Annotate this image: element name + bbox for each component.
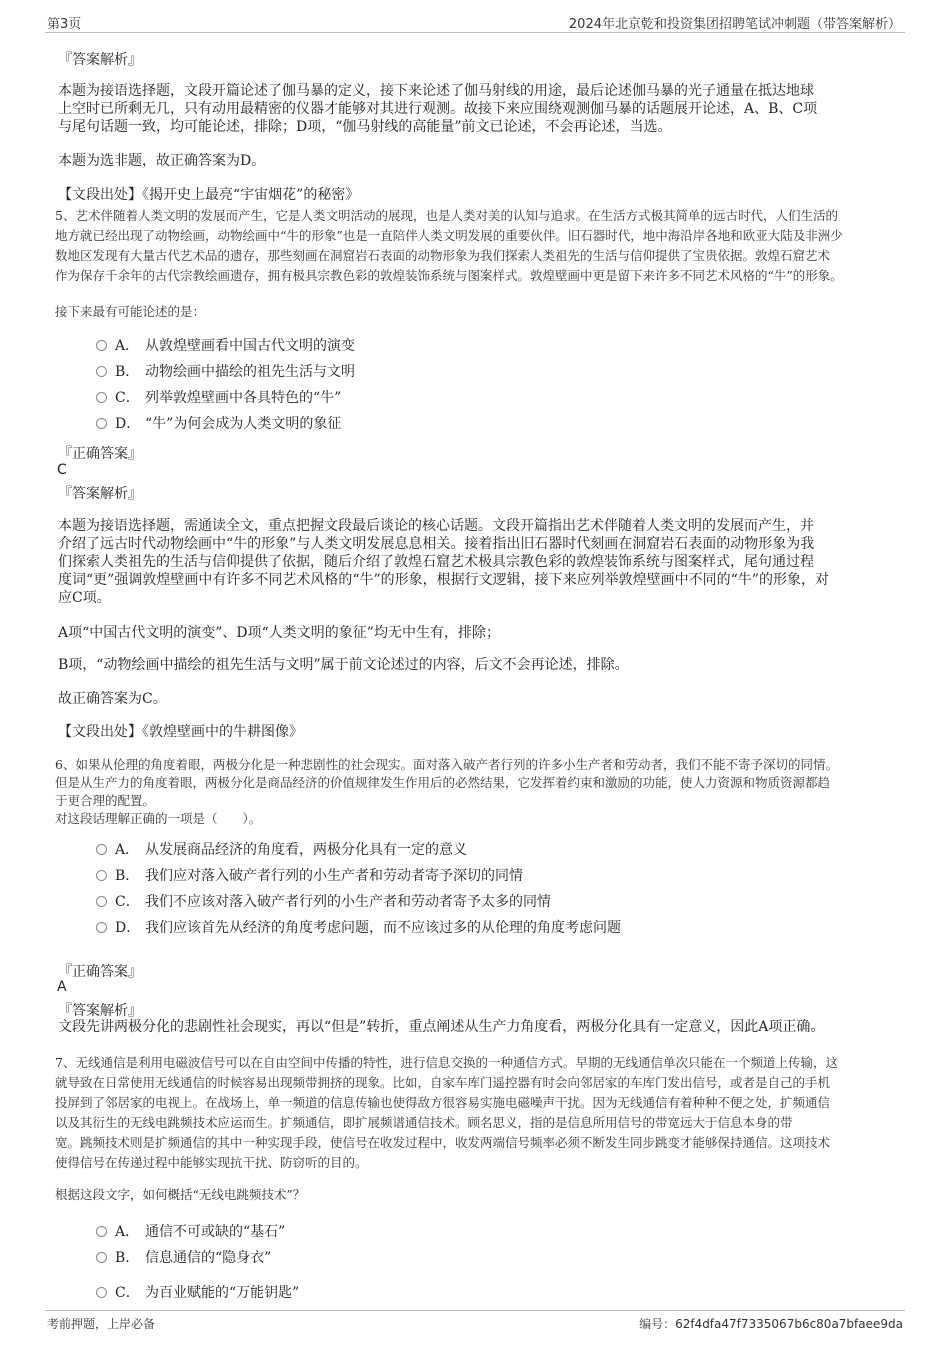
radio-icon[interactable] (96, 366, 107, 377)
q5-conclusion: 故正确答案为C。 (58, 691, 167, 707)
radio-icon[interactable] (96, 870, 107, 881)
q5-question: 接下来最有可能论述的是： (55, 304, 206, 319)
q4-analysis-label: 『答案解析』 (58, 52, 142, 68)
q6-option-c[interactable]: C． 我们不应该对落入破产者行列的小生产者和劳动者寄予太多的同情 (96, 892, 551, 912)
q5-option-d[interactable]: D． “牛”为何会成为人类文明的象征 (96, 414, 341, 434)
q5-stem (55, 206, 905, 286)
q6-answer-label: 『正确答案』 (58, 964, 142, 980)
q7-option-a[interactable]: A． 通信不可或缺的“基石” (96, 1222, 285, 1242)
q5-note-b: B项，“动物绘画中描绘的祖先生活与文明”属于前文论述过的内容，后文不会再论述，排除。 (58, 657, 629, 673)
q6-option-a[interactable]: A． 从发展商品经济的角度看，两极分化具有一定的意义 (96, 840, 467, 860)
radio-icon[interactable] (96, 1252, 107, 1263)
q7-stem-line: 7、无线通信是利用电磁波信号可以在自由空间中传播的特性，进行信息交换的一种通信方式。早期的无线通信单次只能在一个频道上传输，这 (55, 1055, 838, 1070)
q4-source: 【文段出处】《揭开史上最亮“宇宙烟花”的秘密》 (58, 187, 360, 203)
q6-stem-line: 对这段话理解正确的一项是（ ）。 (55, 811, 262, 826)
radio-icon[interactable] (96, 896, 107, 907)
document-code: 编号：62f4dfa47f7335067b6c80a7bfaee9da (639, 1317, 903, 1331)
q6-answer: A (57, 979, 67, 995)
q5-analysis (58, 517, 908, 607)
q6-option-b[interactable]: B． 我们应对落入破产者行列的小生产者和劳动者寄予深切的同情 (96, 866, 523, 886)
q5-stem-line: 作为保存千余年的古代宗教绘画遗存，拥有极具宗教色彩的敦煌装饰系统与图案样式。敦煌壁画中更是留下来许多不同艺术风格的“牛”的形象。 (55, 268, 843, 283)
q7-stem (55, 1053, 905, 1173)
page-number: 第3页 (47, 17, 82, 32)
q7-option-b[interactable]: B． 信息通信的“隐身衣” (96, 1248, 271, 1268)
q5-analysis-line: 度词“更”强调敦煌壁画中有许多不同艺术风格的“牛”的形象，根据行文逻辑，接下来应列举敦煌壁画中不同的“牛”的形象，对 (58, 572, 829, 588)
q5-note-ad: A项“中国古代文明的演变”、D项“人类文明的象征”均无中生有，排除； (58, 625, 500, 641)
q5-answer-label: 『正确答案』 (58, 446, 142, 462)
radio-icon[interactable] (96, 844, 107, 855)
document-title: 2024年北京乾和投资集团招聘笔试冲刺题（带答案解析） (568, 17, 901, 32)
q5-analysis-line: 介绍了远古时代动物绘画中“牛的形象”与人类文明发展息息相关。接着指出旧石器时代刻画在洞窟岩石表面的动物形象为我 (58, 536, 815, 552)
q6-stem-line: 于更合理的配置。 (55, 793, 156, 808)
q5-analysis-line: 们探索人类祖先的生活与信仰提供了依据，随后介绍了敦煌石窟艺术极具宗教色彩的敦煌装饰系统与图案样式，尾句通过程 (58, 554, 814, 570)
q5-answer: C (57, 462, 67, 478)
q4-analysis-line: 上空时已所剩无几，只有动用最精密的仪器才能够对其进行观测。故接下来应围绕观测伽马暴的话题展开论述，A、B、C项 (58, 101, 818, 117)
q5-option-b[interactable]: B． 动物绘画中描绘的祖先生活与文明 (96, 362, 355, 382)
q6-stem-line: 但是从生产力的角度着眼，两极分化是商品经济的价值规律发生作用后的必然结果，它发挥着约束和激励的功能，使人力资源和物质资源都趋 (55, 775, 831, 790)
q7-option-c[interactable]: C． 为百业赋能的“万能钥匙” (96, 1283, 299, 1303)
q6-option-d[interactable]: D． 我们应该首先从经济的角度考虑问题，而不应该过多的从伦理的角度考虑问题 (96, 918, 621, 938)
radio-icon[interactable] (96, 1287, 107, 1298)
q7-question: 根据这段文字，如何概括“无线电跳频技术”？ (55, 1187, 306, 1202)
q4-conclusion: 本题为选非题，故正确答案为D。 (58, 153, 266, 169)
q7-stem-line: 投屏到了邻居家的电视上。在战场上，单一频道的信息传输也使得敌方很容易实施电磁噪声干扰。因为无线通信有着种种不便之处，扩频通信 (55, 1095, 831, 1110)
footer-slogan: 考前押题，上岸必备 (47, 1317, 156, 1331)
q4-analysis-line: 本题为接语选择题，文段开篇论述了伽马暴的定义，接下来论述了伽马射线的用途，最后论述伽马暴的光子通量在抵达地球 (58, 83, 814, 99)
q5-option-c[interactable]: C． 列举敦煌壁画中各具特色的“牛” (96, 388, 341, 408)
q5-option-a[interactable]: A． 从敦煌壁画看中国古代文明的演变 (96, 336, 355, 356)
q5-stem-line: 数地区发现有大量古代艺术品的遗存，那些刻画在洞窟岩石表面的动物形象为我们探索人类祖先的生活与信仰提供了宝贵依据。敦煌石窟艺术 (55, 248, 831, 263)
q6-analysis-label: 『答案解析』 (58, 1003, 142, 1019)
q6-stem (55, 756, 905, 828)
radio-icon[interactable] (96, 922, 107, 933)
q7-stem-line: 以及其衍生的无线电跳频技术应运而生。扩频通信，即扩展频谱通信技术。顾名思义，指的是信息所用信号的带宽远大于信息本身的带 (55, 1115, 793, 1130)
q7-stem-line: 使得信号在传递过程中能够实现抗干扰、防窃听的目的。 (55, 1155, 368, 1170)
q7-stem-line: 宽。跳频技术则是扩频通信的其中一种实现手段，使信号在收发过程中，收发两端信号频率必须不断发生同步跳变才能够保持通信。这项技术 (55, 1135, 831, 1150)
page-footer (45, 1310, 905, 1331)
q6-stem-line: 6、如果从伦理的角度着眼，两极分化是一种悲剧性的社会现实。面对落入破产者行列的许多小生产者和劳动者，我们不能不寄予深切的同情。 (55, 757, 838, 772)
q5-analysis-line: 应C项。 (58, 590, 111, 606)
q7-stem-line: 就导致在日常使用无线通信的时候容易出现频带拥挤的现象。比如，自家车库门遥控器有时会向邻居家的车库门发出信号，或者是自己的手机 (55, 1075, 831, 1090)
q5-source: 【文段出处】《敦煌壁画中的牛耕图像》 (58, 724, 303, 740)
q5-analysis-label: 『答案解析』 (58, 486, 142, 502)
q5-stem-line: 5、艺术伴随着人类文明的发展而产生，它是人类文明活动的展现，也是人类对美的认知与追求。在生活方式极其简单的远古时代，人们生活的 (55, 208, 838, 223)
q4-analysis-line: 与尾句话题一致，均可能论述，排除；D项，“伽马射线的高能量”前文已论述，不会再论述，当选。 (58, 119, 672, 135)
radio-icon[interactable] (96, 340, 107, 351)
page-header (45, 10, 905, 33)
q4-analysis (58, 82, 908, 136)
radio-icon[interactable] (96, 392, 107, 403)
radio-icon[interactable] (96, 1226, 107, 1237)
q6-analysis: 文段先讲两极分化的悲剧性社会现实，再以“但是”转折，重点阐述从生产力角度看，两极分化具有一定意义，因此A项正确。 (58, 1019, 825, 1035)
radio-icon[interactable] (96, 418, 107, 429)
q5-analysis-line: 本题为接语选择题，需通读全文，重点把握文段最后谈论的核心话题。文段开篇指出艺术伴随着人类文明的发展而产生，并 (58, 518, 814, 534)
q5-stem-line: 地方就已经出现了动物绘画，动物绘画中“牛的形象”也是一直陪伴人类文明发展的重要伙伴。旧石器时代，地中海沿岸各地和欧亚大陆及非洲少 (55, 228, 843, 243)
